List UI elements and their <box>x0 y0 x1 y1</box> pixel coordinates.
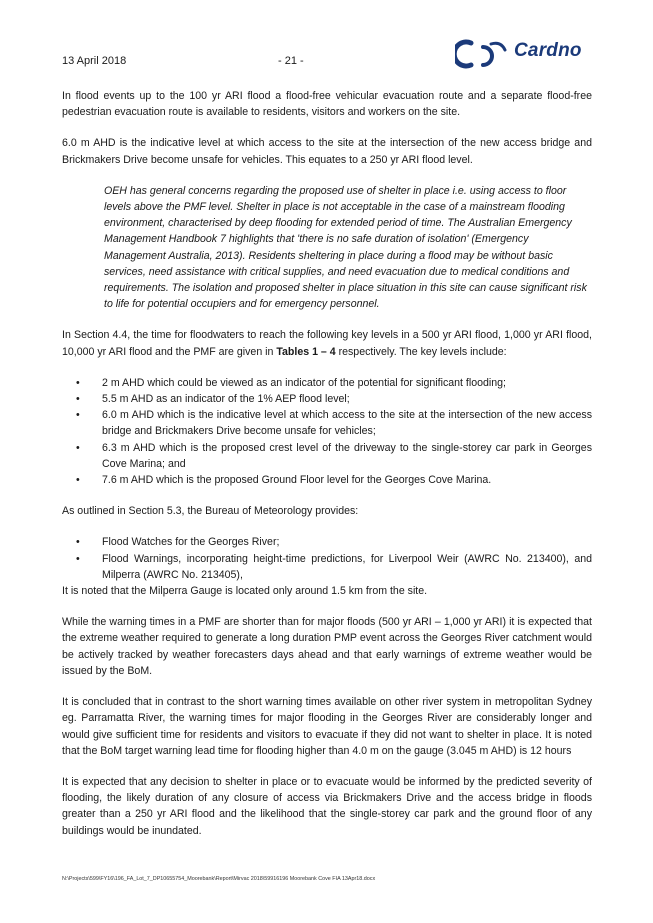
list-item <box>62 534 592 550</box>
paragraph-milperra-gauge: It is noted that the Milperra Gauge is located only around 1.5 km from the site. <box>62 585 428 598</box>
paragraph-conclusion: It is concluded that in contrast to the short warning times available on other river system in metropolitan Sydney eg. Parramatta River, the warning times for major flooding in the Georges River are considerably longer and would give sufficient time for residents and visitors to evacuate if they did not want to shelter in place. It is noted that the BoM target warning lead time for flooding higher than 4.0 m on the gauge (3.045 m AHD) is 12 hours <box>62 696 592 757</box>
bullet-icon: • <box>76 376 80 389</box>
bullet-icon: • <box>76 393 80 406</box>
list-item <box>62 472 592 488</box>
bom-services-list <box>62 534 592 583</box>
quote-oeh-concerns: OEH has general concerns regarding the proposed use of shelter in place i.e. using access to floor levels above the PMF level. Shelter in place is not acceptable in the case of a mainstream flooding environment, characterised by deep flooding for extended period of time. The Australian Emergency Management Handbook 7 highlights that 'there is no safe duration of isolation' (Emergency Management Australia, 2013). Residents sheltering in place during a flood may be without basic services, need assistance with critical supplies, and need evacuation due to medical conditions and requirements. The isolation and proposed shelter in place situation in this site can cause significant risk to life for potential occupiers and for emergency personnel. <box>104 184 587 311</box>
list-item-text: 6.3 m AHD which is the proposed crest level of the driveway to the single-storey car park in Georges Cove Marina; and <box>102 441 592 470</box>
text-fragment: In Section 4.4, the time for floodwaters to reach the following key levels in a 500 yr ARI flood, 1,000 yr ARI flood, 10,000 yr ARI flood and the PMF are given in <box>62 329 592 358</box>
list-item <box>62 391 592 407</box>
paragraph-indicative-level: 6.0 m AHD is the indicative level at which access to the site at the intersection of the new access bridge and Brickmakers Drive become unsafe for vehicles. This equates to a 250 yr ARI flood level. <box>62 137 592 166</box>
list-item-text: 2 m AHD which could be viewed as an indicator of the potential for significant flooding; <box>102 376 506 389</box>
list-item <box>62 407 592 439</box>
paragraph-evacuation-route: In flood events up to the 100 yr ARI flood a flood-free vehicular evacuation route and a separate flood-free pedestrian evacuation route is available to residents, visitors and workers on the site. <box>62 90 592 119</box>
bullet-icon: • <box>76 441 80 454</box>
list-item-text: Flood Watches for the Georges River; <box>102 536 280 549</box>
bullet-icon: • <box>76 409 80 422</box>
footer-file-path: N:\Projects\599\FY16\196_FA_Lot_7_DP10655754_Moorebank\Report\Mirvac 2018\59916196 Moorebank Cove FIA 13Apr18.docx <box>62 876 376 882</box>
list-item-text: Flood Warnings, incorporating height-time predictions, for Liverpool Weir (AWRC No. 213400), and Milperra (AWRC No. 213405), <box>102 552 592 581</box>
bullet-icon: • <box>76 552 80 565</box>
text-fragment: respectively. The key levels include: <box>335 345 507 358</box>
key-levels-list <box>62 375 592 488</box>
page-number: - 21 - <box>278 55 304 67</box>
paragraph-decision: It is expected that any decision to shelter in place or to evacuate would be informed by the predicted severity of flooding, the likely duration of any closure of access via Brickmakers Drive and the access bridge in floods greater than a 250 yr ARI flood and the likelihood that the single-storey car park and the ground floor of any buildings would be inundated. <box>62 775 592 837</box>
paragraph-bom-intro: As outlined in Section 5.3, the Bureau of Meteorology provides: <box>62 505 359 518</box>
list-item-text: 6.0 m AHD which is the indicative level at which access to the site at the intersection of the new access bridge and Brickmakers Drive become unsafe for vehicles; <box>102 409 592 438</box>
document-body <box>62 88 592 839</box>
paragraph-section-4-4 <box>62 327 592 359</box>
list-item <box>62 375 592 391</box>
list-item-text: 7.6 m AHD which is the proposed Ground Floor level for the Georges Cove Marina. <box>102 474 492 487</box>
bullet-icon: • <box>76 474 80 487</box>
logo-text: Cardno <box>514 40 582 61</box>
header-date: 13 April 2018 <box>62 55 127 67</box>
paragraph-pmf-warning: While the warning times in a PMF are shorter than for major floods (500 yr ARI – 1,000 yr ARI) it is expected that the extreme weather required to generate a long duration PMP event across the Georges River catchment would be actively tracked by weather forecasters days ahead and that early warnings of extreme weather would be issued by the BoM. <box>62 616 592 677</box>
list-item <box>62 551 592 583</box>
bullet-icon: • <box>76 536 80 549</box>
tables-reference: Tables 1 – 4 <box>276 345 336 358</box>
list-item-text: 5.5 m AHD as an indicator of the 1% AEP flood level; <box>102 393 350 406</box>
list-item <box>62 440 592 472</box>
